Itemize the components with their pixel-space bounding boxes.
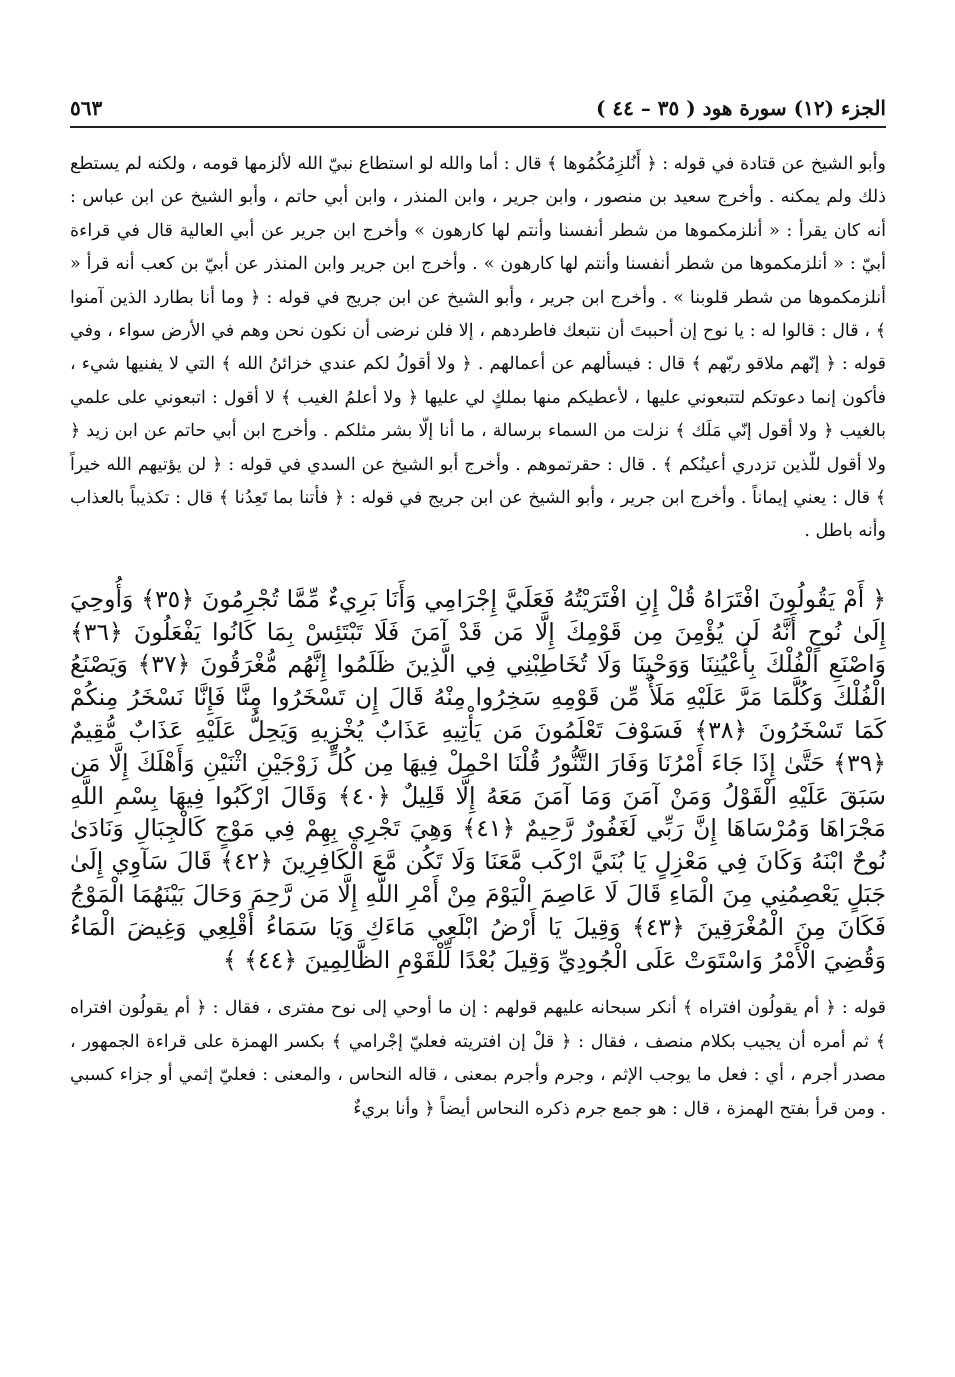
page-header <box>70 92 886 128</box>
page-number: ٥٦٣ <box>70 96 103 120</box>
book-page <box>70 92 886 1342</box>
commentary-paragraph-bottom: قوله : ﴿ أم يقولُون افتراه ﴾ أنكر سبحانه عليهم قولهم : إن ما أوحي إلى نوح مفترى ، فقال : ﴿ أم يقولُون افتراه ﴾ ثم أمره أن يجيب بكلام منصف ، فقال : ﴿ قلْ إن افتريته فعليّ إجْرامي ﴾ بكسر الهمزة على قراءة الجمهور ، مصدر أجرم ، أي : فعل ما يوجب الإثم ، وجرم وأجرم بمعنى ، قاله النحاس ، والمعنى : فعليّ إثمي أو جزاء كسبي . ومن قرأ بفتح الهمزة ، قال : هو جمع جرم ذكره النحاس أيضاً ﴿ وأنا بريءٌ <box>70 998 886 1119</box>
commentary-paragraph-top: وأبو الشيخ عن قتادة في قوله : ﴿ أَنُلزِمُكُمُوها ﴾ قال : أما والله لو استطاع نبيّ الله لألزمها قومه ، ولكنه لم يستطع ذلك ولم يمكنه . وأخرج سعيد بن منصور ، وابن جرير ، وابن المنذر ، وابن أبي حاتم ، وأبو الشيخ عن ابن عباس : أنه كان يقرأ : « أنلزمكموها من شطر أنفسنا وأنتم لها كارهون » وأخرج ابن جرير عن أبي العالية قال في قراءة أبيّ : « أنلزمكموها من شطر أنفسنا وأنتم لها كارهون » . وأخرج ابن جرير وابن المنذر عن أبيّ بن كعب أنه قرأ « أنلزمكموها من شطر قلوبنا » . وأخرج ابن جرير ، وأبو الشيخ عن ابن جريج في قوله : ﴿ وما أنا بطارد الذين آمنوا ﴾ ، قال : قالوا له : يا نوح إن أحببتَ أن نتبعك فاطردهم ، إلا فلن نرضى أن نكون نحن وهم في الأرض سواء ، وفي قوله : ﴿ إنّهم ملاقو ربّهم ﴾ قال : فيسألهم عن أعمالهم . ﴿ ولا أقولُ لكم عندي خزائنُ الله ﴾ التي لا يفنيها شيء ، فأكون إنما دعوتكم لتتبعوني عليها ، لأعطيكم منها بملكٍ لي عليها ﴿ ولا أعلمُ الغيب ﴾ لا أقول : اتبعوني على علمي بالغيب ﴿ ولا أقول إنّي مَلَك ﴾ نزلت من السماء برسالة ، ما أنا إلّا بشر مثلكم . وأخرج ابن أبي حاتم عن ابن زيد ﴿ ولا أقول للّذين تزدري أعينُكم ﴾ . قال : حقرتموهم . وأخرج أبو الشيخ عن السدي في قوله : ﴿ لن يؤتيهم الله خيراً ﴾ قال : يعني إيماناً . وأخرج ابن جرير ، وأبو الشيخ عن ابن جريج في قوله : ﴿ فأتنا بما تَعِدُنا ﴾ قال : تكذيباً بالعذاب وأنه باطل . <box>70 154 886 542</box>
running-title: الجزء (١٢) سورة هود ( ٣٥ – ٤٤ ) <box>595 96 886 120</box>
quran-passage: ﴿ أَمْ يَقُولُونَ افْتَرَاهُ قُلْ إِنِ افْتَرَيْتُهُ فَعَلَيَّ إِجْرَامِي وَأَنَا بَرِيءٌ مِّمَّا تُجْرِمُونَ ﴿٣٥﴾ وَأُوحِيَ إِلَىٰ نُوحٍ أَنَّهُ لَن يُؤْمِنَ مِن قَوْمِكَ إِلَّا مَن قَدْ آمَنَ فَلَا تَبْتَئِسْ بِمَا كَانُوا يَفْعَلُونَ ﴿٣٦﴾ وَاصْنَعِ الْفُلْكَ بِأَعْيُنِنَا وَوَحْيِنَا وَلَا تُخَاطِبْنِي فِي الَّذِينَ ظَلَمُوا إِنَّهُم مُّغْرَقُونَ ﴿٣٧﴾ وَيَصْنَعُ الْفُلْكَ وَكُلَّمَا مَرَّ عَلَيْهِ مَلَأٌ مِّن قَوْمِهِ سَخِرُوا مِنْهُ قَالَ إِن تَسْخَرُوا مِنَّا فَإِنَّا نَسْخَرُ مِنكُمْ كَمَا تَسْخَرُونَ ﴿٣٨﴾ فَسَوْفَ تَعْلَمُونَ مَن يَأْتِيهِ عَذَابٌ يُخْزِيهِ وَيَحِلُّ عَلَيْهِ عَذَابٌ مُّقِيمٌ ﴿٣٩﴾ حَتَّىٰ إِذَا جَاءَ أَمْرُنَا وَفَارَ التَّنُّورُ قُلْنَا احْمِلْ فِيهَا مِن كُلٍّ زَوْجَيْنِ اثْنَيْنِ وَأَهْلَكَ إِلَّا مَن سَبَقَ عَلَيْهِ الْقَوْلُ وَمَنْ آمَنَ وَمَا آمَنَ مَعَهُ إِلَّا قَلِيلٌ ﴿٤٠﴾ وَقَالَ ارْكَبُوا فِيهَا بِسْمِ اللَّهِ مَجْرَاهَا وَمُرْسَاهَا إِنَّ رَبِّي لَغَفُورٌ رَّحِيمٌ ﴿٤١﴾ وَهِيَ تَجْرِي بِهِمْ فِي مَوْجٍ كَالْجِبَالِ وَنَادَىٰ نُوحٌ ابْنَهُ وَكَانَ فِي مَعْزِلٍ يَا بُنَيَّ ارْكَب مَّعَنَا وَلَا تَكُن مَّعَ الْكَافِرِينَ ﴿٤٢﴾ قَالَ سَآوِي إِلَىٰ جَبَلٍ يَعْصِمُنِي مِنَ الْمَاءِ قَالَ لَا عَاصِمَ الْيَوْمَ مِنْ أَمْرِ اللَّهِ إِلَّا مَن رَّحِمَ وَحَالَ بَيْنَهُمَا الْمَوْجُ فَكَانَ مِنَ الْمُغْرَقِينَ ﴿٤٣﴾ وَقِيلَ يَا أَرْضُ ابْلَعِي مَاءَكِ وَيَا سَمَاءُ أَقْلِعِي وَغِيضَ الْمَاءُ وَقُضِيَ الْأَمْرُ وَاسْتَوَتْ عَلَى الْجُودِيِّ وَقِيلَ بُعْدًا لِّلْقَوْمِ الظَّالِمِينَ ﴿٤٤﴾ ﴾ <box>70 584 887 974</box>
section-spacer <box>70 549 886 583</box>
